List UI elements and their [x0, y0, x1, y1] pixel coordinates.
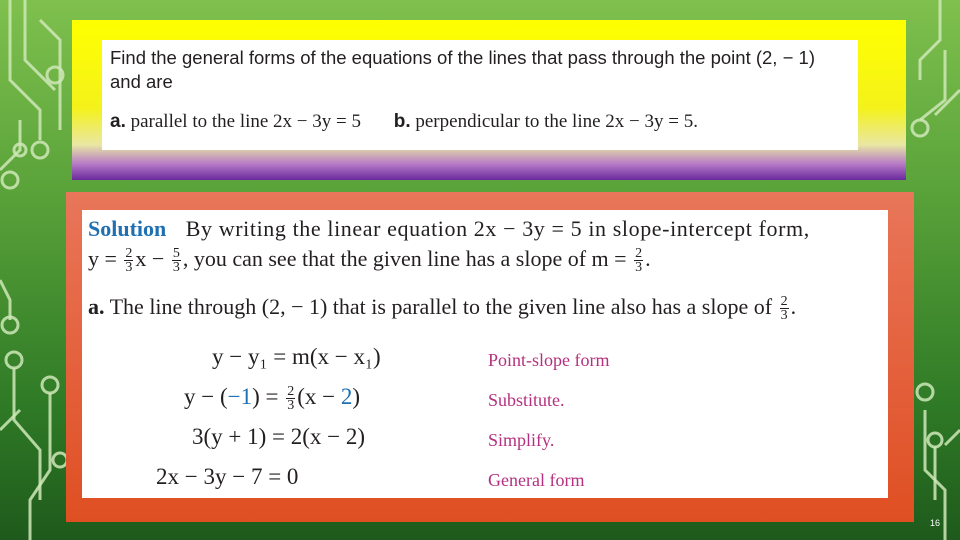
- step-4-equation: 2x − 3y − 7 = 0: [156, 464, 299, 489]
- slope-line-mid: x −: [135, 246, 165, 271]
- problem-line-1: Find the general forms of the equations of the lines that pass through the point (2, − 1): [110, 47, 815, 68]
- problem-parts: [110, 110, 850, 134]
- part-a-text: parallel to the line 2x − 3y = 5: [130, 111, 361, 132]
- solution-part-a-line: a. The line through (2, − 1) that is parallel to the given line also has a slope of $\frac{2}{3}$ .: [88, 294, 797, 324]
- step-1-equation: y − y₁ = m(x − x₁): [212, 344, 381, 369]
- step-1-note: Point-slope form: [488, 350, 610, 370]
- solution-intro-line: [88, 216, 810, 242]
- slope-line-start: y =: [88, 246, 117, 271]
- substituted-x1: 2: [340, 384, 353, 409]
- part-b-text: perpendicular to the line 2x − 3y = 5.: [415, 111, 698, 132]
- solution-heading: Solution: [88, 216, 167, 241]
- part-b-label: b.: [393, 111, 411, 132]
- solution-part-a-text: The line through (2, − 1) that is parallel to the given line also has a slope of: [109, 294, 773, 319]
- step-3-note: Simplify.: [488, 430, 555, 450]
- substituted-y1: −1: [227, 384, 253, 409]
- fraction-five-thirds: $\frac{5}{3}$: [172, 246, 180, 276]
- step-3-equation: 3(y + 1) = 2(x − 2): [192, 424, 366, 449]
- problem-line-2: and are: [110, 71, 173, 92]
- part-a-label: a.: [110, 111, 126, 132]
- solution-slope-line: y = $\frac{2}{3}$ x − $\frac{5}{3}$ , you can see that the given line has a slope of m = $\frac{2}{3}$ .: [88, 246, 651, 276]
- fraction-slope: $\frac{2}{3}$: [635, 246, 643, 276]
- slope-line-end: , you can see that the given line has a slope of m =: [182, 246, 627, 271]
- fraction-two-thirds: $\frac{2}{3}$: [125, 246, 133, 276]
- fraction-part-a-slope: $\frac{2}{3}$: [780, 294, 788, 324]
- step-2-note: Substitute.: [488, 390, 565, 410]
- solution-intro: By writing the linear equation 2x − 3y = 5 in slope-intercept form,: [185, 216, 810, 241]
- solution-content: [82, 210, 888, 498]
- solution-part-a-label: a.: [88, 294, 105, 319]
- step-4-note: General form: [488, 470, 585, 490]
- step-2-equation: y − (−1) = $\frac{2}{3}$ (x − 2): [184, 384, 361, 414]
- fraction-step-2: $\frac{2}{3}$: [287, 384, 295, 414]
- page-number: 16: [929, 518, 940, 528]
- problem-statement: [102, 40, 858, 150]
